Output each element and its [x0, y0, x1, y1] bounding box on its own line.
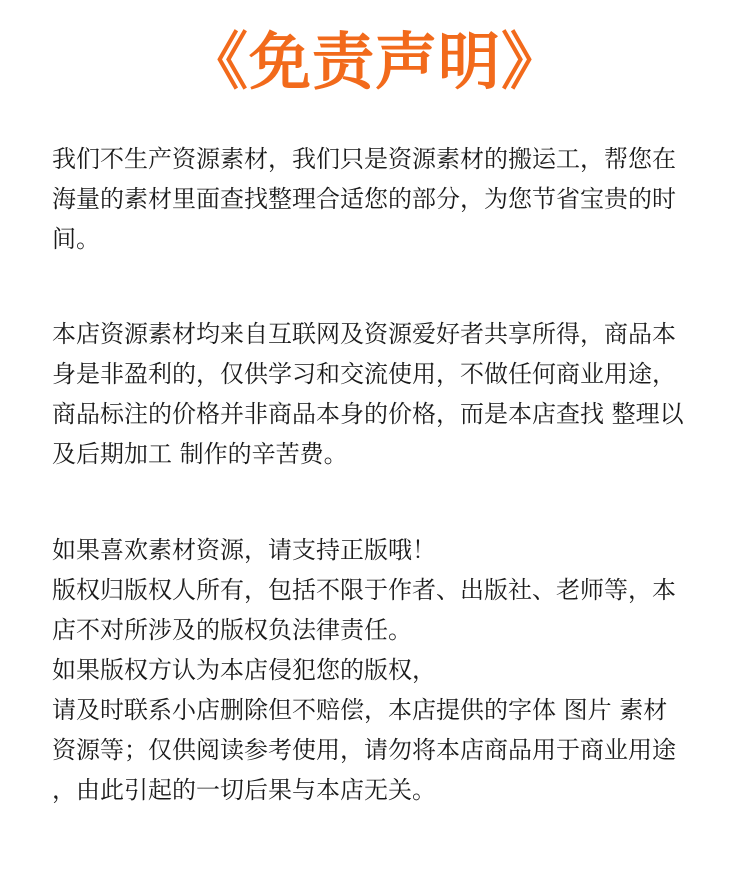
text-line: 本店资源素材均来自互联网及资源爱好者共享所得，商品本: [52, 320, 676, 348]
disclaimer-paragraph-1: [52, 139, 717, 259]
text-line: 我们不生产资源素材，我们只是资源素材的搬运工，帮您在: [52, 145, 676, 173]
text-line: 如果喜欢素材资源，请支持正版哦！: [52, 536, 436, 564]
text-line: 版权归版权人所有，包括不限于作者、出版社、老师等，本: [52, 576, 676, 604]
text-line: ，由此引起的一切后果与本店无关。: [52, 776, 436, 804]
text-line: 资源等；仅供阅读参考使用，请勿将本店商品用于商业用途: [52, 736, 676, 764]
text-line: 海量的素材里面查找整理合适您的部分，为您节省宝贵的时: [52, 185, 676, 213]
page-title: 《免责声明》: [185, 25, 564, 98]
text-line: 间。: [52, 225, 100, 253]
text-line: 及后期加工 制作的辛苦费。: [52, 440, 348, 468]
text-line: 店不对所涉及的版权负法律责任。: [52, 616, 412, 644]
disclaimer-paragraph-3: [52, 530, 717, 810]
disclaimer-paragraph-2: [52, 314, 717, 474]
text-line: 身是非盈利的，仅供学习和交流使用，不做任何商业用途，: [52, 360, 676, 388]
text-line: 如果版权方认为本店侵犯您的版权，: [52, 656, 436, 684]
text-line: 商品标注的价格并非商品本身的价格，而是本店查找 整理以: [52, 400, 684, 428]
text-line: 请及时联系小店删除但不赔偿，本店提供的字体 图片 素材: [52, 696, 668, 724]
